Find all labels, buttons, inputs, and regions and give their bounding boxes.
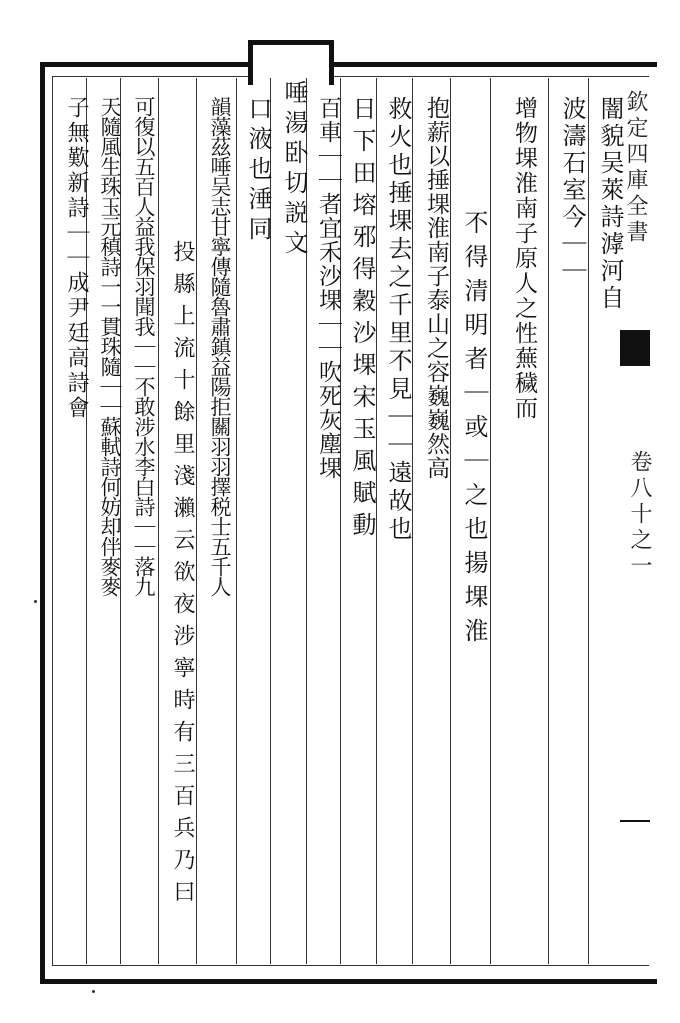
paper-speck [92,990,95,993]
text-column-10: 口液也涶同 [244,96,272,246]
column-divider [548,78,549,964]
book-title-label: 欽定四庫全書 [623,90,648,246]
text-column-12: 投縣上流十餘里淺瀨云欲夜涉寧時有三百兵乃曰 [170,240,195,912]
text-column-15: 子無歎新詩｜｜成尹廷高詩會 [64,96,89,421]
text-column-3: 增物堁淮南子原人之性蕪穢而 [511,96,537,421]
text-column-1: 闇貌吴萊詩滹河自 [596,96,624,312]
text-column-13: 可復以五百人益我保羽聞我｜｜不敢涉水李白詩｜｜落九 [132,96,156,596]
margin-fishtail-mark [620,330,650,366]
text-column-14: 天隨風生珠玉元稹詩一一貫珠隨｜｜蘇軾詩何妨却伴麥麥 [98,96,122,596]
text-column-6: 救火也捶堁去之千里不見｜｜遠故也 [384,96,412,544]
header-tab-notch [248,40,334,85]
text-column-5: 抱薪以捶堁淮南子泰山之容巍巍然高 [423,96,449,480]
text-column-11: 韻藻茲唾吴志甘寧傳隨魯肅鎮益陽拒關羽羽擇税士五千人 [208,96,232,596]
margin-rule [620,820,650,822]
text-column-8: 百車｜｜者宜禾沙堁｜｜吹死灰塵堁 [315,96,341,480]
text-column-9: 唾湯卧切説文 [280,80,308,260]
text-column-4: 不得清明者｜或｜之也揚堁淮 [460,210,488,652]
volume-label: 卷八十之一 [627,450,652,580]
text-column-2: 波濤石室今｜｜ [558,96,586,285]
text-column-7: 日下田塎邪得穀沙堁宋玉風賦動 [348,96,376,544]
paper-speck [34,600,37,603]
